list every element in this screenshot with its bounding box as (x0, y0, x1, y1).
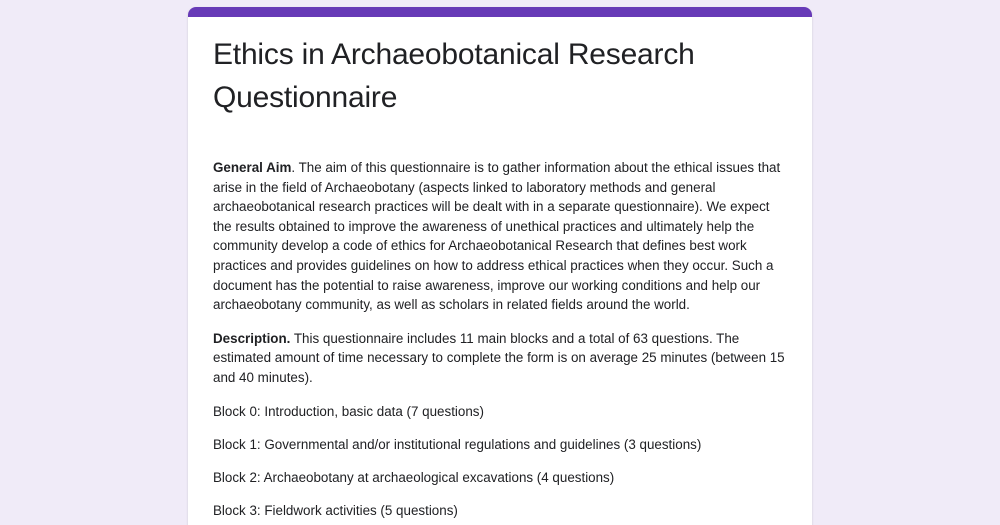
general-aim-text: . The aim of this questionnaire is to gather information about the ethical issues that arise in the field of Archaeobotany (aspects linked to laboratory methods and general archaeobotanical research practices will be dealt with in a separate questionnaire). We expect the results obtained to improve the awareness of unethical practices and ultimately help the community develop a code of ethics for Archaeobotanical Research that defines best work practices and provides guidelines on how to address ethical practices when they occur. Such a document has the potential to raise awareness, improve our working conditions and help our archaeobotany community, as well as scholars in related fields around the world. (213, 160, 781, 313)
general-aim-paragraph (213, 158, 785, 315)
description-text: This questionnaire includes 11 main blocks and a total of 63 questions. The estimated amount of time necessary to complete the form is on average 25 minutes (between 15 and 40 minutes). (213, 330, 785, 385)
block-item: Block 2: Archaeobotany at archaeological excavations (4 questions) (213, 470, 615, 486)
block-item: Block 3: Fieldwork activities (5 questions) (213, 503, 458, 519)
block-item: Block 0: Introduction, basic data (7 questions) (213, 403, 484, 419)
description-paragraph (213, 329, 785, 388)
block-item: Block 1: Governmental and/or institutional regulations and guidelines (3 questions) (213, 436, 702, 452)
form-description (213, 158, 785, 525)
form-header-card (188, 7, 812, 525)
form-title: Ethics in Archaeobotanical Research Questionnaire (213, 38, 695, 114)
general-aim-label: General Aim (213, 160, 292, 175)
accent-bar (188, 7, 812, 17)
description-label: Description. (213, 330, 291, 346)
